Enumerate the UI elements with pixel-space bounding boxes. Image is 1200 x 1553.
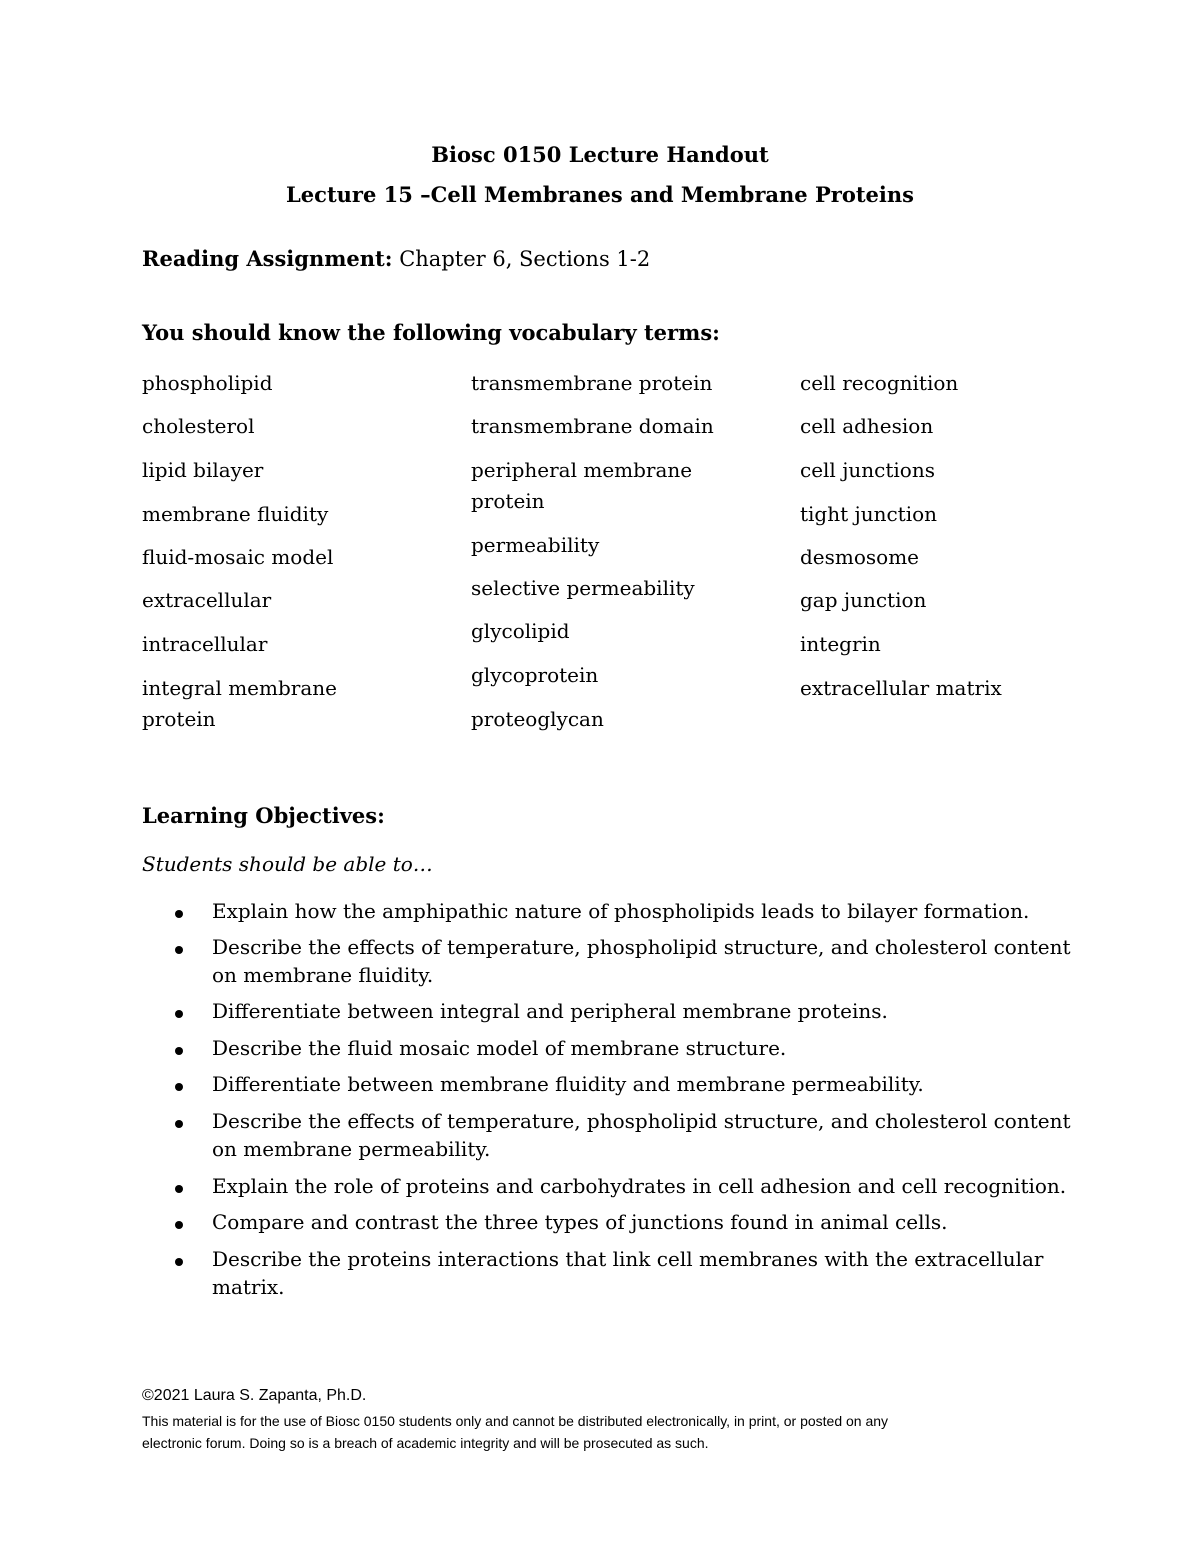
bullet-icon <box>175 910 183 918</box>
vocab-term: membrane fluidity <box>142 502 329 526</box>
vocab-term: lipid bilayer <box>142 458 264 482</box>
learning-objectives-heading: Learning Objectives: <box>142 803 385 828</box>
objective-item: Describe the effects of temperature, phospholipid structure, and cholesterol content <box>212 1109 1071 1133</box>
vocab-term: peripheral membrane <box>471 458 693 482</box>
vocab-term: permeability <box>471 533 600 557</box>
vocab-term: extracellular <box>142 588 272 612</box>
objective-item-continued: on membrane permeability. <box>212 1137 491 1161</box>
vocab-term: protein <box>471 489 545 513</box>
vocab-term: transmembrane protein <box>471 371 713 395</box>
objective-item: Explain how the amphipathic nature of phospholipids leads to bilayer formation. <box>212 899 1030 923</box>
vocab-term: cell adhesion <box>800 414 934 438</box>
vocab-term: cell recognition <box>800 371 959 395</box>
vocab-term: cholesterol <box>142 414 255 438</box>
objectives-intro: Students should be able to… <box>142 852 433 876</box>
vocab-term: proteoglycan <box>471 707 604 731</box>
vocab-term: glycolipid <box>471 619 570 643</box>
footer-notice-line-1: This material is for the use of Biosc 0150 students only and cannot be distributed electronically, in print, or posted on any <box>142 1413 889 1429</box>
objective-item: Differentiate between integral and peripheral membrane proteins. <box>212 999 888 1023</box>
objective-item: Explain the role of proteins and carbohydrates in cell adhesion and cell recognition. <box>212 1174 1067 1198</box>
bullet-icon <box>175 946 183 954</box>
vocab-term: tight junction <box>800 502 938 526</box>
bullet-icon <box>175 1185 183 1193</box>
vocab-term: phospholipid <box>142 371 273 395</box>
copyright-line: ©2021 Laura S. Zapanta, Ph.D. <box>142 1387 367 1404</box>
bullet-icon <box>175 1221 183 1229</box>
vocab-term: intracellular <box>142 632 268 656</box>
objective-item: Describe the fluid mosaic model of membrane structure. <box>212 1036 787 1060</box>
objective-item: Describe the proteins interactions that link cell membranes with the extracellular <box>212 1247 1044 1271</box>
objective-item: Differentiate between membrane fluidity and membrane permeability. <box>212 1072 924 1096</box>
bullet-icon <box>175 1258 183 1266</box>
bullet-icon <box>175 1010 183 1018</box>
reading-assignment <box>142 246 650 271</box>
vocab-term: selective permeability <box>471 576 695 600</box>
objective-item: Compare and contrast the three types of junctions found in animal cells. <box>212 1210 948 1234</box>
vocab-term: protein <box>142 707 216 731</box>
vocab-term: desmosome <box>800 545 920 569</box>
reading-assignment-value: Chapter 6, Sections 1-2 <box>399 247 651 271</box>
reading-assignment-label: Reading Assignment: <box>142 246 393 271</box>
vocab-term: glycoprotein <box>471 663 599 687</box>
bullet-icon <box>175 1120 183 1128</box>
lecture-title: Lecture 15 –Cell Membranes and Membrane Proteins <box>286 182 914 207</box>
objective-item: Describe the effects of temperature, phospholipid structure, and cholesterol content <box>212 935 1071 959</box>
vocab-term: cell junctions <box>800 458 935 482</box>
bullet-icon <box>175 1047 183 1055</box>
vocab-term: transmembrane domain <box>471 414 714 438</box>
vocab-term: fluid-mosaic model <box>142 545 334 569</box>
vocabulary-heading: You should know the following vocabulary terms: <box>142 320 720 345</box>
footer-notice-line-2: electronic forum. Doing so is a breach of academic integrity and will be prosecuted as such. <box>142 1435 709 1451</box>
objective-item-continued: on membrane fluidity. <box>212 963 434 987</box>
vocab-term: gap junction <box>800 588 927 612</box>
vocab-term: integral membrane <box>142 676 337 700</box>
document-title: Biosc 0150 Lecture Handout <box>431 142 769 167</box>
vocab-term: integrin <box>800 632 881 656</box>
bullet-icon <box>175 1083 183 1091</box>
vocab-term: extracellular matrix <box>800 676 1002 700</box>
objective-item-continued: matrix. <box>212 1275 285 1299</box>
